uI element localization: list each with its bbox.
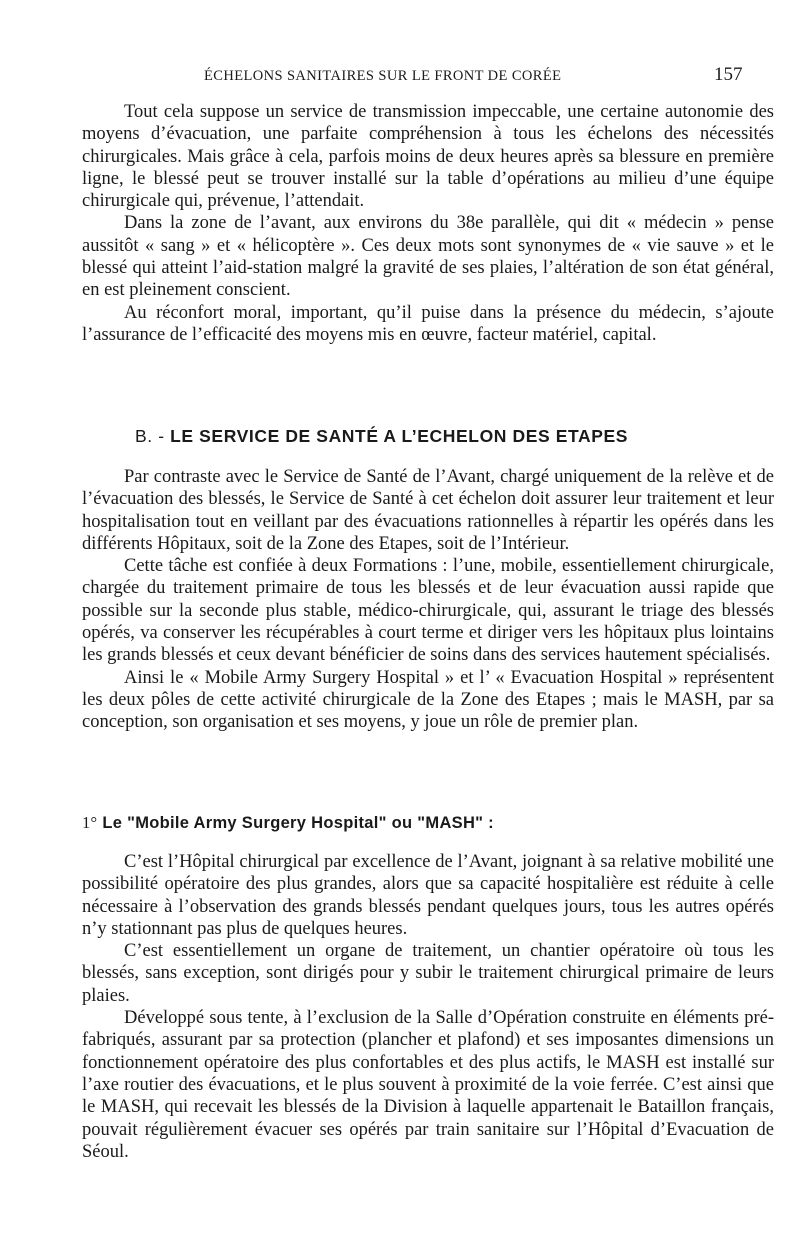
text-block-intro — [82, 101, 774, 346]
section-title: LE SERVICE DE SANTÉ A L’ECHELON DES ETAPES — [170, 426, 629, 446]
section-letter: B. — [135, 426, 153, 446]
section-heading-b — [135, 426, 628, 447]
paragraph: Par contraste avec le Service de Santé de l’Avant, chargé uniquement de la relève et de l’évacuation des blessés, le Service de Santé à cet échelon doit assurer leur traitement et leur hospitalisation tout en veillant par des évacuations rationnelles à répartir les opérés dans les différents Hôpitaux, soit de la Zone des Etapes, soit de l’Intérieur. — [82, 467, 774, 554]
subsection-number: 1° — [82, 813, 98, 832]
paragraph: C’est l’Hôpital chirurgical par excellence de l’Avant, joignant à sa relative mobilité une possibilité opératoire des plus grandes, alors que sa capacité hospitalière est réduite à celle nécessaire à l’observation des grands blessés pendant quelques jours, tous les autres opérés n’y stationnant pas plus de quelques heures. — [82, 852, 774, 939]
text-block-mash — [82, 851, 774, 1163]
paragraph: Cette tâche est confiée à deux Formations : l’une, mobile, essentiellement chirurgicale, chargée du traitement primaire de tous les blessés et de leur évacuation aussi rapide que possible sur la seconde plus stable, médico-chirurgicale, qui, assurant le triage des blessés opérés, va conserver les récupérables à court terme et diriger vers les hôpitaux plus lointains les grands blessés et ceux devant bénéficier de soins dans des services hautement spécialisés. — [82, 556, 774, 666]
subsection-heading-1 — [82, 813, 494, 833]
section-dash: - — [158, 426, 165, 446]
paragraph: Ainsi le « Mobile Army Surgery Hospital » et l’ « Evacuation Hospital » représentent les deux pôles de cette activité chirurgicale de la Zone des Etapes ; mais le MASH, par sa conception, son organisation et ses moyens, y joue un rôle de premier plan. — [82, 667, 774, 733]
paragraph: Au réconfort moral, important, qu’il puise dans la présence du médecin, s’ajoute l’assurance de l’efficacité des moyens mis en œuvre, facteur matériel, capital. — [82, 302, 774, 345]
subsection-title: Le "Mobile Army Surgery Hospital" ou "MASH" : — [102, 814, 494, 832]
page-number: 157 — [714, 64, 743, 85]
paragraph: Tout cela suppose un service de transmission impeccable, une certaine autonomie des moyens d’évacuation, une parfaite compréhension à tous les échelons des nécessités chirurgicales. Mais grâce à cela, parfois moins de deux heures après sa blessure en première ligne, le blessé peut se trouver installé sur la table d’opérations au milieu d’une équipe chirurgicale qui, prévenue, l’attendait. — [82, 102, 774, 212]
paragraph: Développé sous tente, à l’exclusion de la Salle d’Opération construite en éléments pré-fabriqués, assurant par sa protection (plancher et plafond) et ses imposantes dimensions un fonctionnement opératoire des plus confortables et des plus actifs, le MASH est installé sur l’axe routier des évacuations, et le plus souvent à proximité de la voie ferrée. C’est ainsi que le MASH, qui recevait les blessés de la Division à laquelle appartenait le Bataillon français, pouvait régulièrement évacuer ses opérés par train sanitaire sur l’Hôpital d’Evacuation de Séoul. — [82, 1008, 774, 1162]
paragraph: Dans la zone de l’avant, aux environs du 38e parallèle, qui dit « médecin » pense aussitôt « sang » et « hélicoptère ». Ces deux mots sont synonymes de « vie sauve » et le blessé qui atteint l’aid-station malgré la gravité de ses plaies, l’altération de son état général, en est pleinement conscient. — [82, 213, 774, 301]
running-head — [0, 64, 800, 88]
text-block-section-b — [82, 466, 774, 734]
running-title: ÉCHELONS SANITAIRES SUR LE FRONT DE CORÉE — [204, 68, 562, 84]
paragraph: C’est essentiellement un organe de traitement, un chantier opératoire où tous les blessés, sans exception, sont dirigés pour y subir le traitement chirurgical primaire de leurs plaies. — [82, 941, 774, 1006]
